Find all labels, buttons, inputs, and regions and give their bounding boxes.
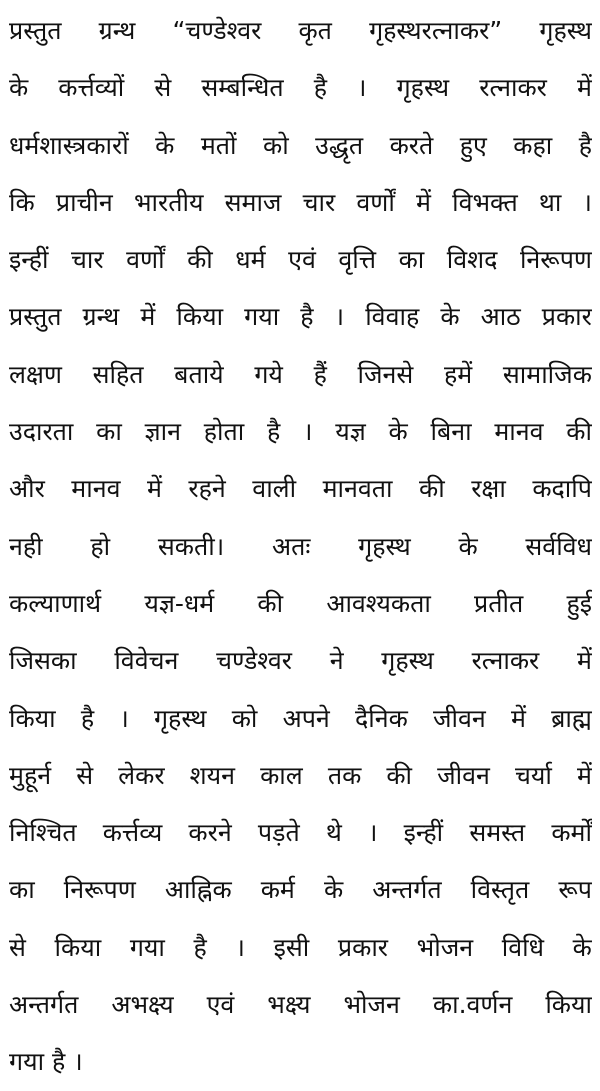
word: समस्त (469, 818, 526, 848)
word: की (419, 474, 445, 504)
word: सहित (92, 359, 144, 389)
word: कर्मों (551, 818, 592, 848)
word: हो (90, 531, 111, 561)
text-line (9, 632, 592, 689)
word: सकती। (157, 531, 225, 561)
word: में (511, 703, 526, 733)
word: है (313, 73, 327, 103)
word: विवेचन (114, 646, 179, 676)
word: लेकर (118, 760, 165, 790)
text-line (9, 518, 592, 575)
word: विभक्त (452, 187, 518, 217)
word: मानव (494, 417, 544, 447)
word: है (578, 130, 592, 160)
word: था (538, 187, 562, 217)
word: पड़ते (257, 818, 300, 848)
word: धर्म (235, 245, 266, 275)
word: का (398, 245, 425, 275)
word: एवं (206, 990, 235, 1020)
word: भोजन (343, 990, 400, 1020)
word: रहने (188, 474, 226, 504)
word: । (334, 302, 345, 332)
word: शयन (189, 760, 236, 790)
word: लक्षण (9, 359, 62, 389)
text-line (9, 976, 592, 1033)
word: प्रकार (541, 302, 592, 332)
word: के (440, 302, 460, 332)
text-line (9, 117, 592, 174)
word: की (257, 588, 284, 618)
word: ग्रन्थ (82, 302, 120, 332)
word: आह्निक (164, 875, 232, 905)
word: “चण्डेश्वर (172, 16, 262, 45)
text-line (9, 403, 592, 460)
word: है (80, 703, 95, 733)
word: की (187, 245, 213, 275)
word: है (193, 932, 207, 962)
word: समाज (224, 187, 282, 217)
text-line (9, 747, 592, 804)
word: । (235, 932, 245, 962)
word: के (572, 932, 592, 962)
word: में (576, 73, 592, 103)
word: गया (129, 932, 165, 962)
text-line (9, 59, 592, 116)
word: सर्वविध (525, 531, 592, 561)
word: वाली (252, 474, 297, 504)
word: गृहस्थ (358, 531, 411, 561)
word: । (357, 73, 367, 103)
word: के (323, 875, 344, 905)
word: रत्नाकर (479, 73, 547, 103)
word: बताये (174, 359, 224, 389)
word: प्रस्तुत (9, 302, 62, 332)
word: आवश्यकता (326, 588, 431, 618)
word: विशद (446, 245, 498, 275)
word: विवाह (365, 302, 420, 332)
word: प्रकार (337, 932, 389, 962)
text-line (9, 346, 592, 403)
word: गृहस्थ (539, 16, 592, 45)
word: इन्हीं (403, 818, 444, 848)
word: ज्ञान (144, 417, 181, 447)
word: से (154, 73, 172, 103)
word: प्रस्तुत (9, 16, 62, 45)
word: काल (260, 760, 303, 790)
word: गृहस्थरत्नाकर” (369, 16, 503, 45)
word: कृत (298, 16, 332, 45)
word: अन्तर्गत (372, 875, 442, 905)
word: कहा (513, 130, 553, 160)
word: से (76, 760, 94, 790)
word: वृत्ति (338, 245, 377, 275)
word: जिनसे (357, 359, 414, 389)
word: किया (545, 990, 592, 1020)
word: अभक्ष्य (111, 990, 174, 1020)
word: विस्तृत (470, 875, 530, 905)
text-line (9, 460, 592, 517)
word: भारतीय (133, 187, 204, 217)
word: धर्मशास्त्रकारों (9, 130, 129, 160)
text-line (9, 861, 592, 918)
word: ने (329, 646, 344, 676)
word: को (263, 130, 289, 160)
word: गृहस्थ (153, 703, 207, 733)
word: करते (389, 130, 434, 160)
word: होता (203, 417, 245, 447)
word: । (582, 187, 592, 217)
word: उद्धृत (315, 130, 364, 160)
word: चार (71, 245, 104, 275)
word: को (231, 703, 258, 733)
word: बिना (430, 417, 472, 447)
word: हुई (566, 588, 592, 618)
word: वर्णों (356, 187, 395, 217)
word: कल्याणार्थ (9, 588, 102, 618)
word: । (119, 703, 129, 733)
paragraph (9, 2, 592, 1091)
word: का (9, 875, 35, 905)
word: यज्ञ-धर्म (144, 588, 215, 618)
word: किया (176, 302, 224, 332)
word: प्रतीत (474, 588, 524, 618)
word: हैं (313, 359, 327, 389)
word: में (146, 474, 162, 504)
word: चर्या (515, 760, 552, 790)
word: भोजन (416, 932, 474, 962)
word: में (140, 302, 156, 332)
word: गये (254, 359, 283, 389)
word: हमें (443, 359, 473, 389)
word: मुहूर्न (9, 760, 52, 790)
word: निश्चित (9, 818, 77, 848)
word: । (303, 417, 313, 447)
word: नही (9, 531, 43, 561)
word: के (388, 417, 408, 447)
word: भक्ष्य (267, 990, 311, 1020)
word: रूप (558, 875, 592, 905)
word: में (576, 760, 592, 790)
text-line (9, 804, 592, 861)
word: कदापि (532, 474, 592, 504)
word: गृहस्थ (396, 73, 450, 103)
word: कर्म (260, 875, 295, 905)
word: आठ (480, 302, 521, 332)
word: इन्हीं (9, 245, 49, 275)
word: यज्ञ (335, 417, 366, 447)
word: किया (54, 932, 102, 962)
word: कर्त्तव्यों (58, 73, 125, 103)
word: । (368, 818, 378, 848)
text-line (9, 2, 592, 59)
word: थे (325, 818, 342, 848)
word: मतों (200, 130, 237, 160)
word: कर्त्तव्य (102, 818, 163, 848)
word: किया (9, 703, 56, 733)
word: कि (9, 187, 35, 217)
word: विधि (501, 932, 545, 962)
word: हुए (459, 130, 487, 160)
word: मानव (71, 474, 121, 504)
text-line (9, 575, 592, 632)
word: के (458, 531, 478, 561)
word: के (9, 73, 29, 103)
text-line (9, 231, 592, 288)
word: में (416, 187, 431, 217)
word: रत्नाकर (471, 646, 540, 676)
word: रक्षा (471, 474, 506, 504)
word: सामाजिक (502, 359, 592, 389)
text-line (9, 288, 592, 345)
word: सम्बन्धित (201, 73, 284, 103)
word: दैनिक (354, 703, 408, 733)
word: का (96, 417, 122, 447)
word: अतः (271, 531, 311, 561)
word: और (9, 474, 45, 504)
text-line (9, 174, 592, 231)
word: है (300, 302, 314, 332)
word: वर्णों (126, 245, 165, 275)
word: अन्तर्गत (9, 990, 79, 1020)
word: है (266, 417, 281, 447)
word: अपने (282, 703, 330, 733)
word: का.वर्णन (432, 990, 513, 1020)
text-line (9, 919, 592, 976)
word: चण्डेश्वर (216, 646, 292, 676)
word: चार (302, 187, 336, 217)
word: जीवन (433, 703, 486, 733)
word: प्राचीन (55, 187, 113, 217)
word: मानवता (322, 474, 393, 504)
word: निरूपण (519, 245, 592, 275)
word: करने (188, 818, 232, 848)
word: जिसका (9, 646, 77, 676)
word: एवं (288, 245, 316, 275)
word: जीवन (437, 760, 490, 790)
word: ब्राह्म (551, 703, 592, 733)
word: तक (327, 760, 362, 790)
word: गृहस्थ (381, 646, 434, 676)
word: की (386, 760, 413, 790)
word: के (155, 130, 175, 160)
word: की (566, 417, 592, 447)
word: इसी (273, 932, 310, 962)
word: उदारता (9, 417, 74, 447)
word: गया (244, 302, 280, 332)
word: से (9, 932, 26, 962)
word: में (576, 646, 592, 676)
word: निरूपण (63, 875, 136, 905)
text-line (9, 690, 592, 747)
word: ग्रन्थ (98, 16, 136, 45)
text-line: गया है । (9, 1047, 83, 1077)
